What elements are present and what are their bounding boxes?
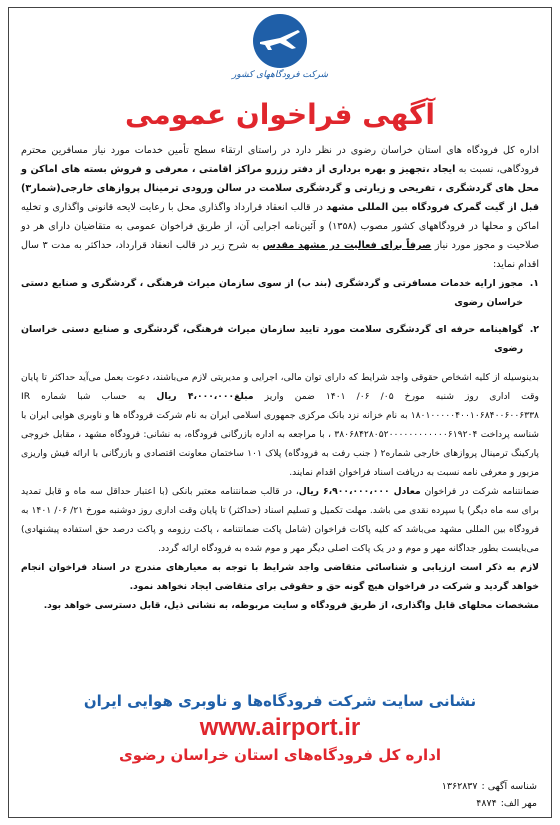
invitation-paragraph: بدینوسیله از کلیه اشخاص حقوقی واجد شرایط که دارای توان مالی، اجرایی و مدیریتی لازم می‌باشند، دعوت بعمل می‌آید حداکثر تا پایان وقت اداری روز شنبه مورخ ۰۵/ ۰۶/ ۱۴۰۱ ضمن واریز مبلغ۴،۰۰۰،۰۰۰ ریال به حساب شبا شماره IR ۱۸۰۱۰۰۰۰۰۴۰۰۱۰۶۸۴۰۰۶۰۰۶۳۳۸ به نام خزانه نزد بانک مرکزی جمهوری اسلامی ایران به نام شرکت فرودگاه ها و ناوبری هوایی ایران با شناسه پرداخت ۳۸۰۶۸۴۲۸۰۵۲۰۰۰۰۰۰۰۰۰۰۰۰۶۱۹۲۰۴ ، با مراجعه به اداره بازرگانی فرودگاه، به نشانی: فرودگاه مشهد ، مقابل خروجی پارکینگ ترمینال پروازهای خارجی شماره۲ ( جنب رفت به فرودگاه) پلاک ۱۰۱ ساختمان معاونت اقتصادی و بازرگانی با ارائه فیش واریزی مزبور و معرفی نامه نسبت به دریافت اسناد فراخوان اقدام نمایند. xyxy=(21,372,539,478)
site-title: نشانی سایت شرکت فرودگاه‌ها و ناوبری هوایی ایران xyxy=(83,692,477,710)
guarantee-paragraph: ضمانتنامه شرکت در فراخوان معادل ۶،۹۰۰،۰۰۰،۰۰۰ ریال، در قالب ضمانتنامه معتبر بانکی (با اعتبار حداقل سه ماه و قابل تمدید برای سه ماه دیگر) یا سپرده نقدی می باشد. مهلت تکمیل و تسلیم اسناد (حداکثر) تا پایان وقت اداری روز دوشنبه مورخ ۲۱/ ۰۶/ ۱۴۰۱ به فرودگاه بین المللی مشهد می‌باشد که کلیه پاکات فراخوان (شامل پاکت ضمانتنامه ، پاکت رزومه و پاکت درصد حق استفاده پیشنهادی) می‌بایست بطور جداگانه مهر و موم و در یک پاکت اصلی دیگر مهر و موم شده به فرودگاه ارائه گردد. xyxy=(21,486,539,554)
evaluation-paragraph: لازم به ذکر است ارزیابی و شناسائی متقاضی واجد شرایط با توجه به معیارهای مندرج در اسناد فراخوان انجام خواهد گردید و شرکت در فراخوان هیچ گونه حق و حقوقی برای متقاضی ایجاد نخواهد نمود. xyxy=(21,562,539,592)
stamp-id: مهر الف:۴۸۷۴ xyxy=(476,798,537,809)
logo xyxy=(9,14,551,80)
intro-paragraph: اداره کل فرودگاه های استان خراسان رضوی در نظر دارد در راستای ارتقاء سطح تأمین خدمات مورد نیاز مسافرین محترم فرودگاهی، نسبت به ایجاد ،تجهیز و بهره برداری از دفتر رزرو مراکز اقامتی ، معرفی و فروش بسته های اماکن و محل های گردشگری ، تفریحی و زیارتی و گردشگری سلامت در سالن ورودی ترمینال پروازهای خارجی(شمار۳) قبل از گیت گمرک فرودگاه بین المللی مشهد در قالب انعقاد قرارداد واگذاری محل با رعایت لایحه قانونی واگذاری و تخلیه اماکن و محلها در فرودگاههای کشور مصوب (۱۳۵۸) و آئین‌نامه اجرایی آن، از طریق فراخوان عمومی به متقاضیان دارای هر دو صلاحیت و مجوز مورد نیاز صرفاً برای فعالیت در مشهد مقدس به شرح زیر در قالب انعقاد قرارداد، حداکثر به مدت ۳ سال اقدام نماید: xyxy=(21,145,539,270)
organization-name: اداره کل فرودگاه‌های استان خراسان رضوی xyxy=(118,746,442,764)
logo-text: شرکت فرودگاههای کشور xyxy=(232,70,328,80)
details-paragraph: مشخصات محلهای قابل واگذاری، از طریق فرودگاه و سایت مربوطه، به نشانی ذیل، قابل دسترسی خواهد بود. xyxy=(43,600,539,611)
website-link[interactable]: www.airport.ir xyxy=(199,714,361,741)
ad-metadata xyxy=(438,778,537,812)
list-item: ۲. گواهینامه حرفه ای گردشگری سلامت مورد تایید سازمان میراث فرهنگی، گردشگری و صنایع دستی خراسان رضوی xyxy=(21,324,539,354)
notice-body xyxy=(21,141,539,615)
notice-frame xyxy=(8,7,552,818)
headline: آگهی فراخوان عمومی xyxy=(125,98,435,131)
list-item: ۱. مجوز ارایه خدمات مسافرتی و گردشگری (بند ب) از سوی سازمان میراث فرهنگی ، گردشگری و صنایع دستی خراسان رضوی xyxy=(21,278,539,308)
requirements-list xyxy=(21,274,539,358)
ad-id: شناسه آگهی :۱۳۶۲۸۳۷ xyxy=(441,781,537,792)
plane-logo-icon xyxy=(253,14,307,68)
